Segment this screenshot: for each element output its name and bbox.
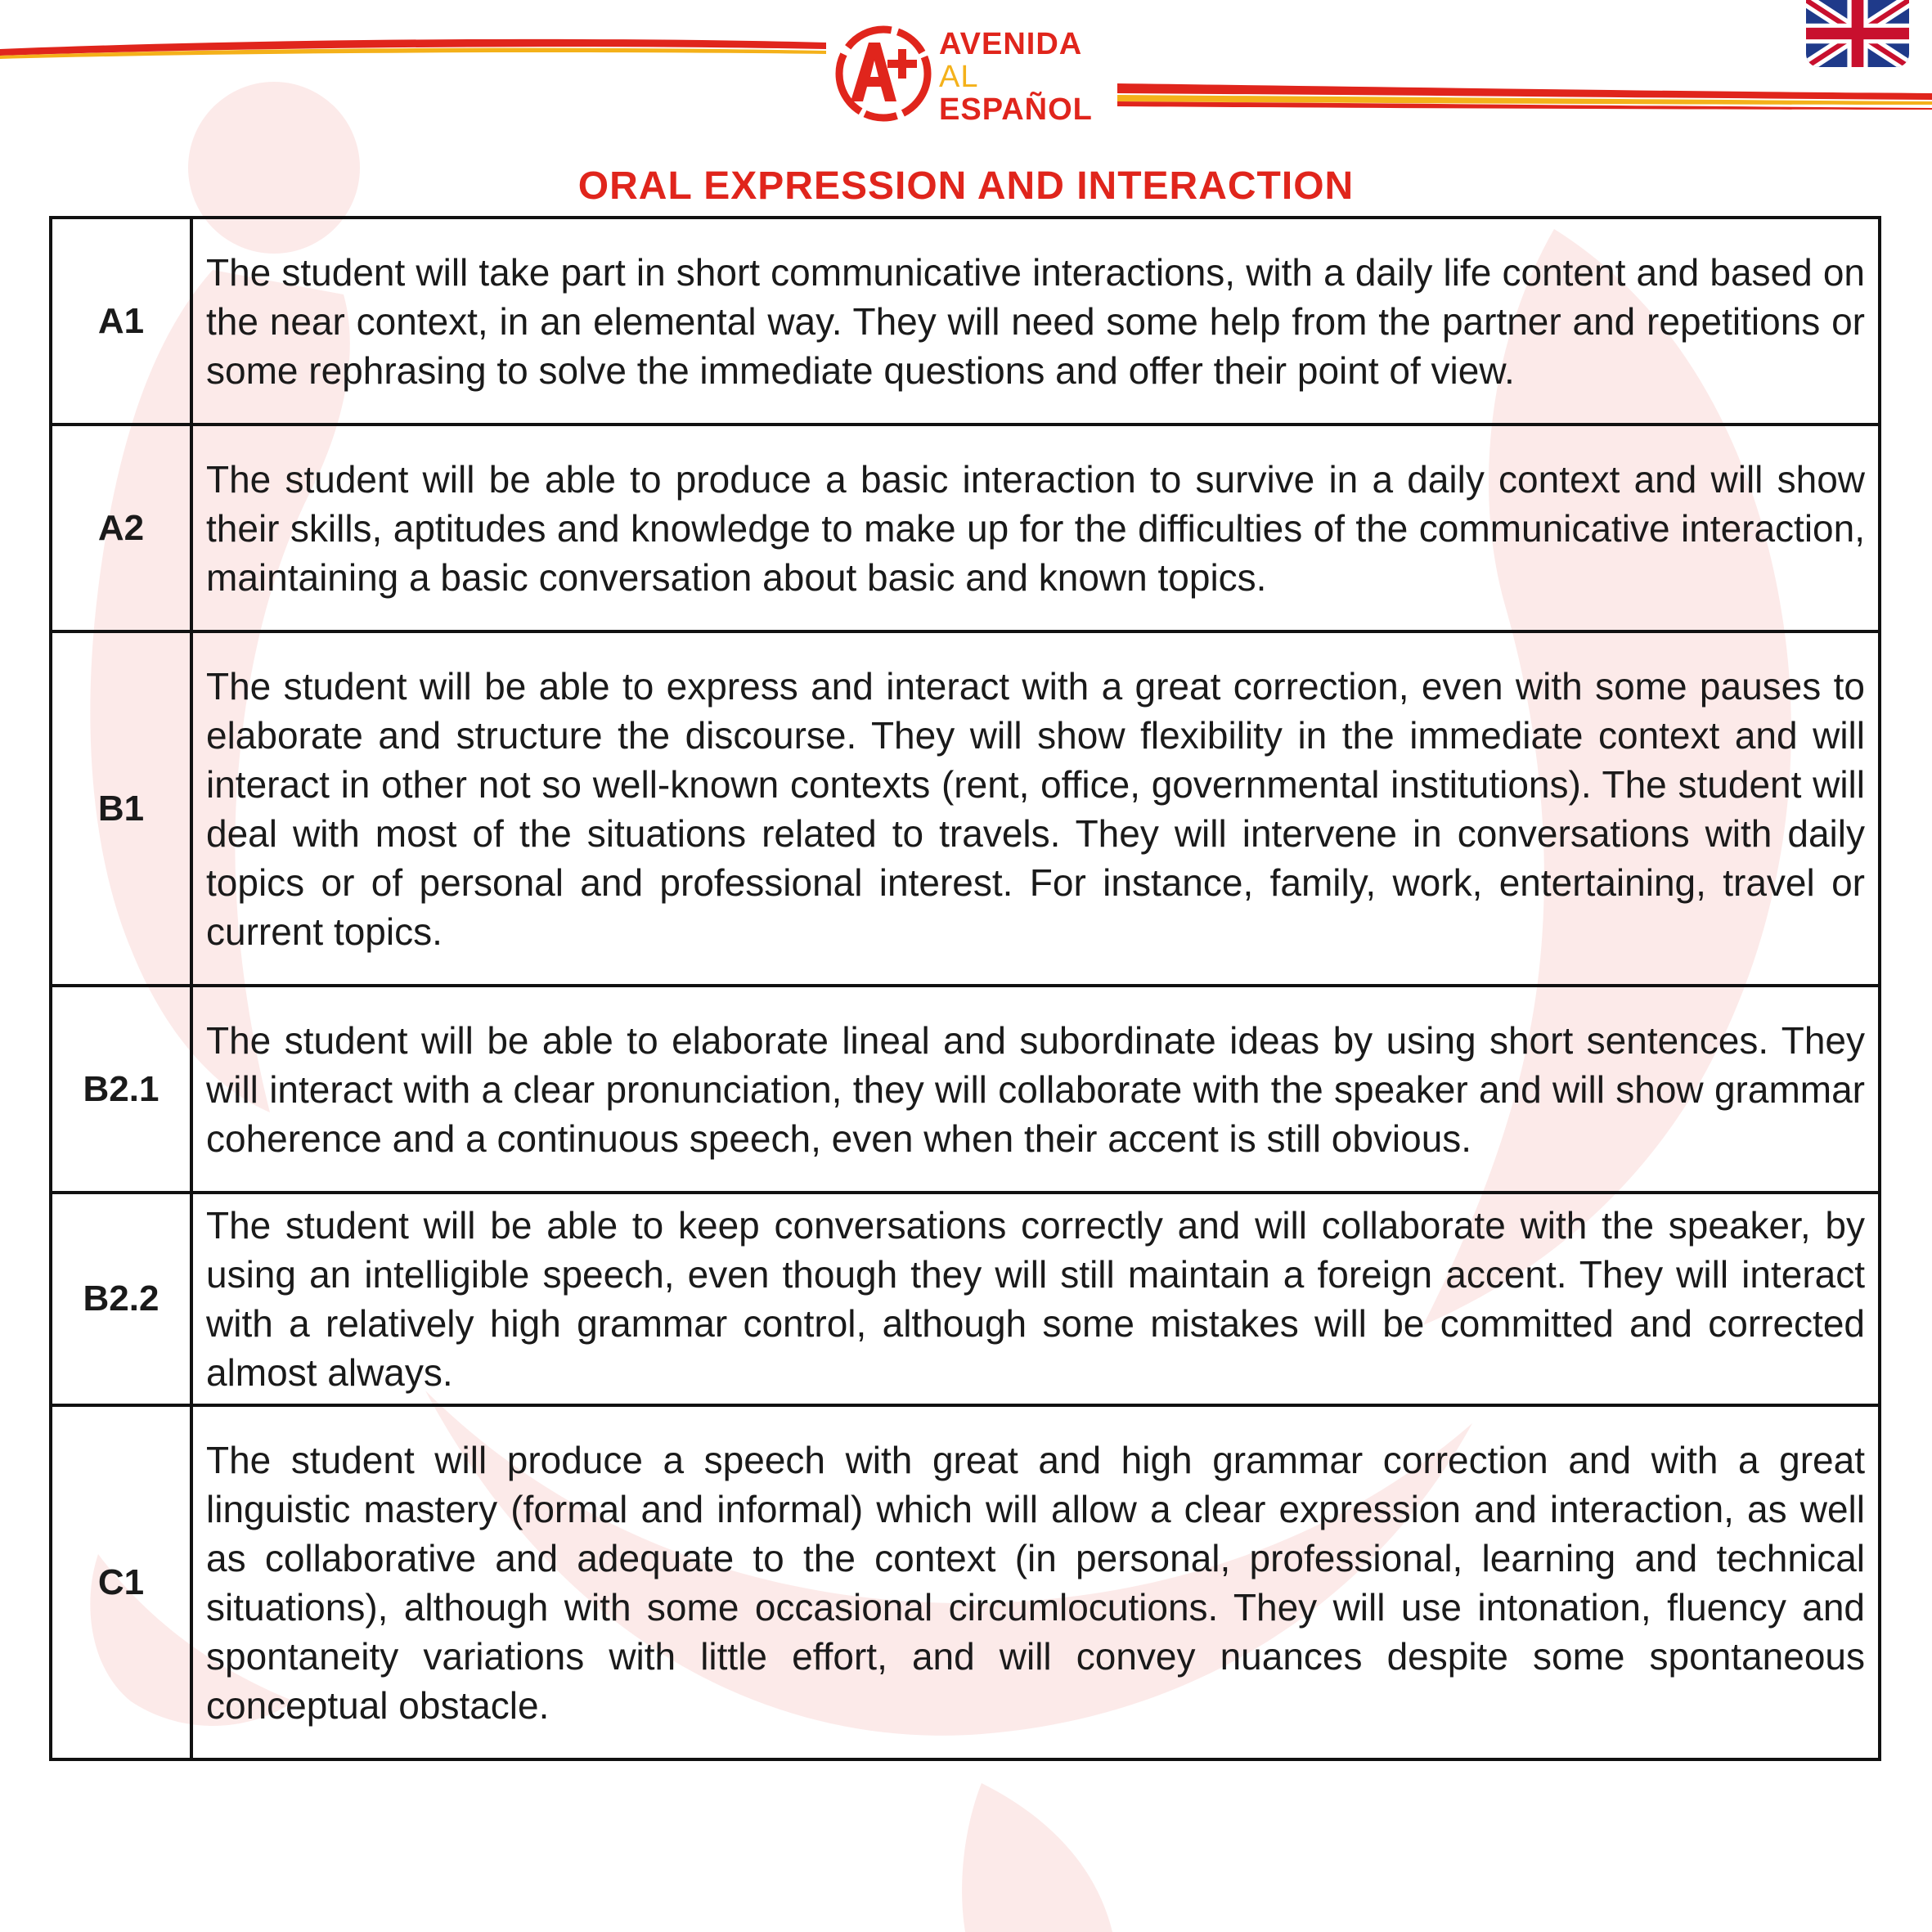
table-row	[51, 425, 1880, 631]
levels-table	[49, 216, 1881, 1761]
level-description-b1: The student will be able to express and interact with a great correction, even with some pauses to elaborate and structure the discourse. They will show flexibility in the immediate context and will interact in other not so well-known contexts (rent, office, governmental institutions). The student will deal with most of the situations related to travels. They will intervene in conversations with daily topics or of personal and professional interest. For instance, family, work, entertaining, travel or current topics.	[191, 631, 1880, 986]
brand-logo	[833, 15, 1103, 129]
table-row	[51, 1193, 1880, 1405]
level-description-c1: The student will produce a speech with great and high grammar correction and with a great linguistic mastery (formal and informal) which will allow a clear expression and interaction, as well as collaborative and adequate to the context (in personal, professional, learning and technical situations), although with some occasional circumlocutions. They will use intonation, fluency and spontaneity variations with little effort, and will convey nuances despite some spontaneous conceptual obstacle.	[191, 1405, 1880, 1759]
level-description-b2-2: The student will be able to keep conversations correctly and will collaborate with the speaker, by using an intelligible speech, even though they will still maintain a foreign accent. They will interact with a relatively high grammar control, although some mistakes will be committed and corrected almost always.	[191, 1193, 1880, 1405]
level-description-a1: The student will take part in short communicative interactions, with a daily life content and based on the near context, in an elemental way. They will need some help from the partner and repetitions or some rephrasing to solve the immediate questions and offer their point of view.	[191, 218, 1880, 425]
table-row	[51, 218, 1880, 425]
table-row	[51, 1405, 1880, 1759]
level-code-c1: C1	[51, 1405, 191, 1759]
level-code-b2-1: B2.1	[51, 986, 191, 1193]
page-title: ORAL EXPRESSION AND INTERACTION	[577, 164, 1355, 208]
uk-flag-icon[interactable]	[1806, 0, 1909, 67]
brand-name	[939, 28, 1093, 126]
right-brand-stripe	[1117, 79, 1932, 116]
table-row	[51, 631, 1880, 986]
brand-line-3: ESPAÑOL	[939, 92, 1093, 127]
level-code-a2: A2	[51, 425, 191, 631]
level-code-b1: B1	[51, 631, 191, 986]
a-plus-logo-icon	[833, 16, 932, 124]
brand-line-2: AL	[939, 60, 979, 94]
page-header	[0, 0, 1932, 139]
level-description-a2: The student will be able to produce a basic interaction to survive in a daily context and will show their skills, aptitudes and knowledge to make up for the difficulties of the communicative interaction, maintaining a basic conversation about basic and known topics.	[191, 425, 1880, 631]
brand-line-1: AVENIDA	[939, 27, 1083, 61]
level-code-b2-2: B2.2	[51, 1193, 191, 1405]
level-description-b2-1: The student will be able to elaborate lineal and subordinate ideas by using short sentences. They will interact with a clear pronunciation, they will collaborate with the speaker and will show grammar coherence and a continuous speech, even when their accent is still obvious.	[191, 986, 1880, 1193]
level-code-a1: A1	[51, 218, 191, 425]
left-brand-stripe	[0, 31, 826, 64]
table-row	[51, 986, 1880, 1193]
